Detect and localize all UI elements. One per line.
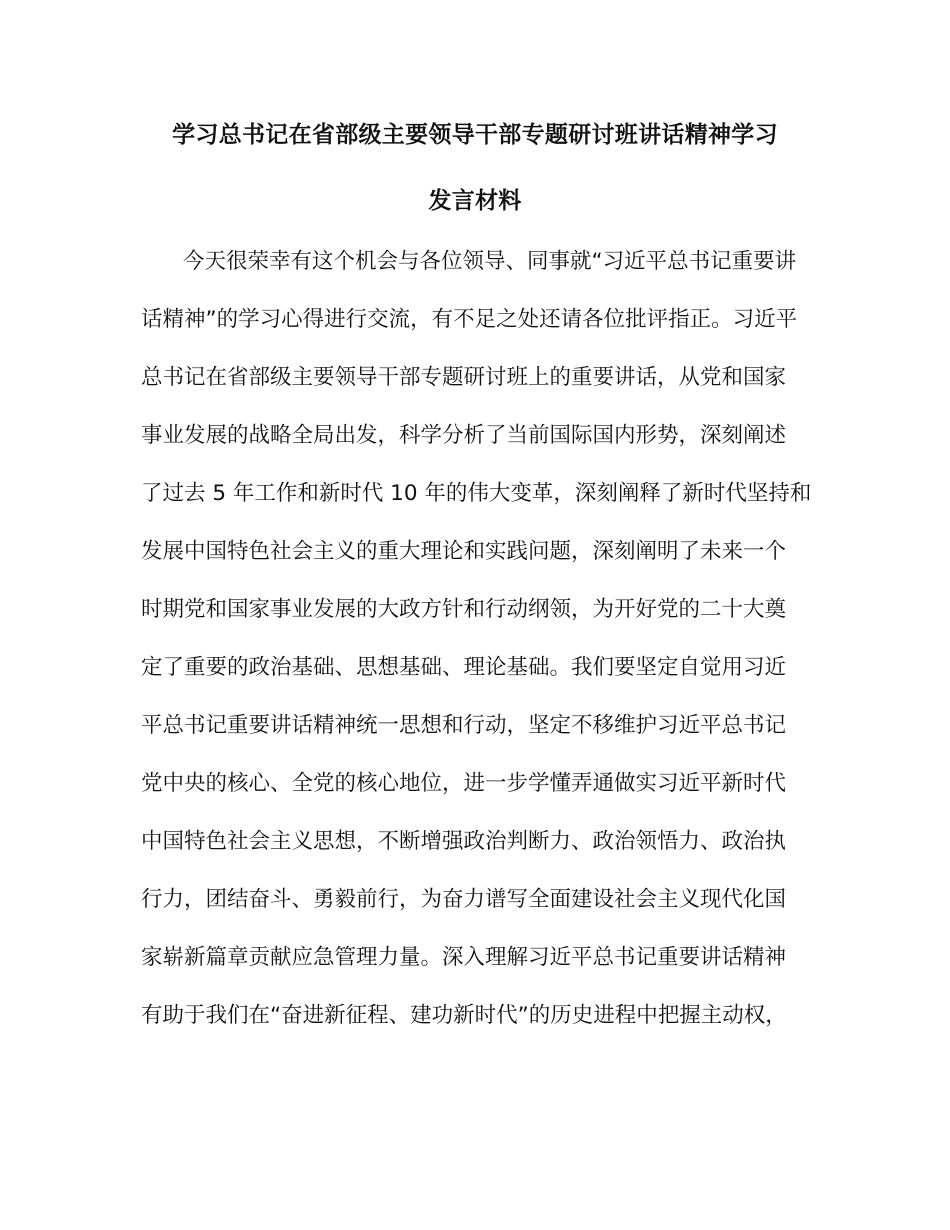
document-title-line-1: 学习总书记在省部级主要领导干部专题研讨班讲话精神学习: [172, 122, 778, 148]
paragraph-line-3: 总书记在省部级主要领导干部专题研讨班上的重要讲话，从党和国家: [141, 365, 787, 390]
paragraph-line-6: 发展中国特色社会主义的重大理论和实践问题，深刻阐明了未来一个: [141, 539, 787, 564]
paragraph-line-11: 中国特色社会主义思想，不断增强政治判断力、政治领悟力、政治执: [141, 829, 787, 854]
paragraph-line-13: 家崭新篇章贡献应急管理力量。深入理解习近平总书记重要讲话精神: [141, 945, 787, 970]
paragraph-line-8: 定了重要的政治基础、思想基础、理论基础。我们要坚定自觉用习近: [141, 655, 787, 680]
paragraph-line-4: 事业发展的战略全局出发，科学分析了当前国际国内形势，深刻阐述: [141, 423, 787, 448]
document-title-line-2: 发言材料: [428, 188, 522, 214]
paragraph-line-10: 党中央的核心、全党的核心地位，进一步学懂弄通做实习近平新时代: [141, 771, 787, 796]
paragraph-line-1: 今天很荣幸有这个机会与各位领导、同事就“习近平总书记重要讲: [183, 249, 797, 274]
paragraph-line-2: 话精神”的学习心得进行交流，有不足之处还请各位批评指正。习近平: [141, 307, 798, 332]
paragraph-line-5: 了过去 5 年工作和新时代 10 年的伟大变革，深刻阐释了新时代坚持和: [141, 481, 812, 506]
paragraph-line-14: 有助于我们在“奋进新征程、建功新时代”的历史进程中把握主动权，: [141, 1003, 787, 1028]
paragraph-line-7: 时期党和国家事业发展的大政方针和行动纲领，为开好党的二十大奠: [141, 597, 787, 622]
paragraph-line-12: 行力，团结奋斗、勇毅前行，为奋力谱写全面建设社会主义现代化国: [141, 887, 787, 912]
paragraph-line-9: 平总书记重要讲话精神统一思想和行动，坚定不移维护习近平总书记: [141, 713, 787, 738]
